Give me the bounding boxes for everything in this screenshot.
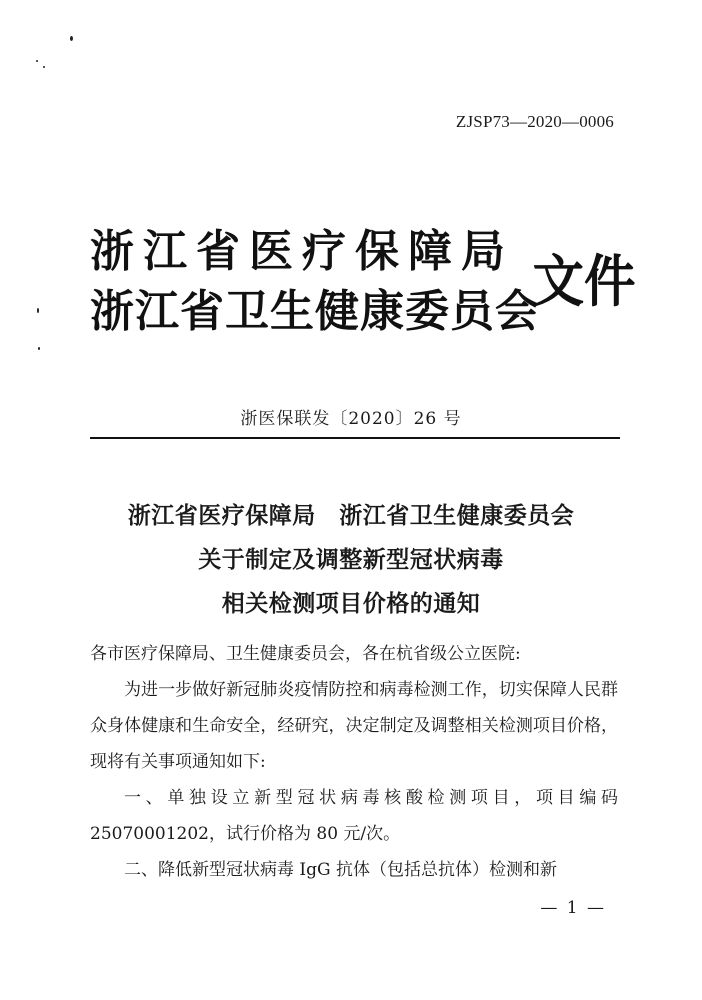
document-title: [0, 494, 702, 626]
item-1: 一、单独设立新型冠状病毒核酸检测项目，项目编码25070001202，试行价格为 80 元/次。: [90, 788, 618, 844]
title-line-1: 浙江省医疗保障局 浙江省卫生健康委员会: [127, 502, 575, 529]
scan-speck: [43, 66, 45, 68]
intro-paragraph: 为进一步做好新冠肺炎疫情防控和病毒检测工作，切实保障人民群众身体健康和生命安全，经研究，决定制定及调整相关检测项目价格，现将有关事项通知如下:: [90, 680, 618, 772]
title-line-2: 关于制定及调整新型冠状病毒: [198, 546, 504, 573]
document-code: ZJSP73—2020—0006: [455, 112, 614, 131]
scan-speck: [38, 347, 40, 350]
header-divider: [90, 437, 620, 439]
scan-speck: [36, 60, 38, 62]
issuer-line-1: 浙江省医疗保障局: [90, 226, 514, 277]
document-body: [90, 636, 618, 888]
scan-speck: [37, 308, 39, 313]
title-line-3: 相关检测项目价格的通知: [221, 590, 481, 617]
issuer-header: [90, 226, 636, 356]
item-2: 二、降低新型冠状病毒 IgG 抗体（包括总抗体）检测和新: [124, 860, 557, 880]
scan-speck: [70, 36, 73, 41]
issuer-line-2: 浙江省卫生健康委员会: [90, 286, 540, 337]
salutation: 各市医疗保障局、卫生健康委员会，各在杭省级公立医院:: [90, 644, 521, 664]
issuer-suffix: 文件: [532, 249, 636, 315]
page-number: — 1 —: [540, 898, 606, 918]
document-number: 浙医保联发〔2020〕26 号: [240, 409, 462, 429]
